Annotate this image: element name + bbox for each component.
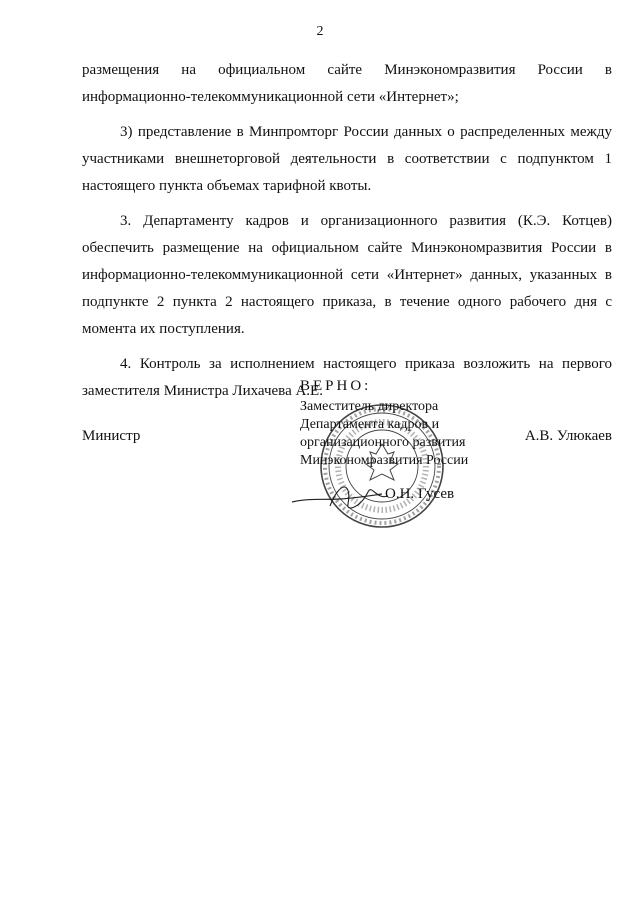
minister-label: Министр <box>82 428 141 444</box>
certification-title: ВЕРНО: <box>300 378 372 394</box>
paragraph-item-3: 3. Департаменту кадров и организационного развития (К.Э. Котцев) обеспечить размещение на официальном сайте Минэкономразвития России в информационно-телекоммуникационной сети «Интернет» данных, указанных в подпункте 2 пункта 2 настоящего приказа, в течение одного рабочего дня с момента их поступления. <box>82 213 612 337</box>
paragraph-continuation: размещения на официальном сайте Минэкономразвития России в информационно-телекоммуникационной сети «Интернет»; <box>82 62 612 105</box>
certification-line: Заместитель директора <box>300 399 439 414</box>
certification-line: Минэкономразвития России <box>300 453 469 468</box>
paragraph-item-4: 4. Контроль за исполнением настоящего приказа возложить на первого заместителя Министра Лихачева А.Е. <box>82 356 612 399</box>
certification-line: организационного развития <box>300 435 466 450</box>
certification-line: Департамента кадров и <box>300 417 440 432</box>
minister-name: А.В. Улюкаев <box>524 428 612 444</box>
certifier-name: О.Н. Гусев <box>385 486 455 502</box>
paragraph-item-3-sub: 3) представление в Минпромторг России данных о распределенных между участниками внешнеторговой деятельности в соответствии с подпунктом 1 настоящего пункта объемах тарифной квоты. <box>82 124 612 194</box>
page-number: 2 <box>316 24 324 39</box>
